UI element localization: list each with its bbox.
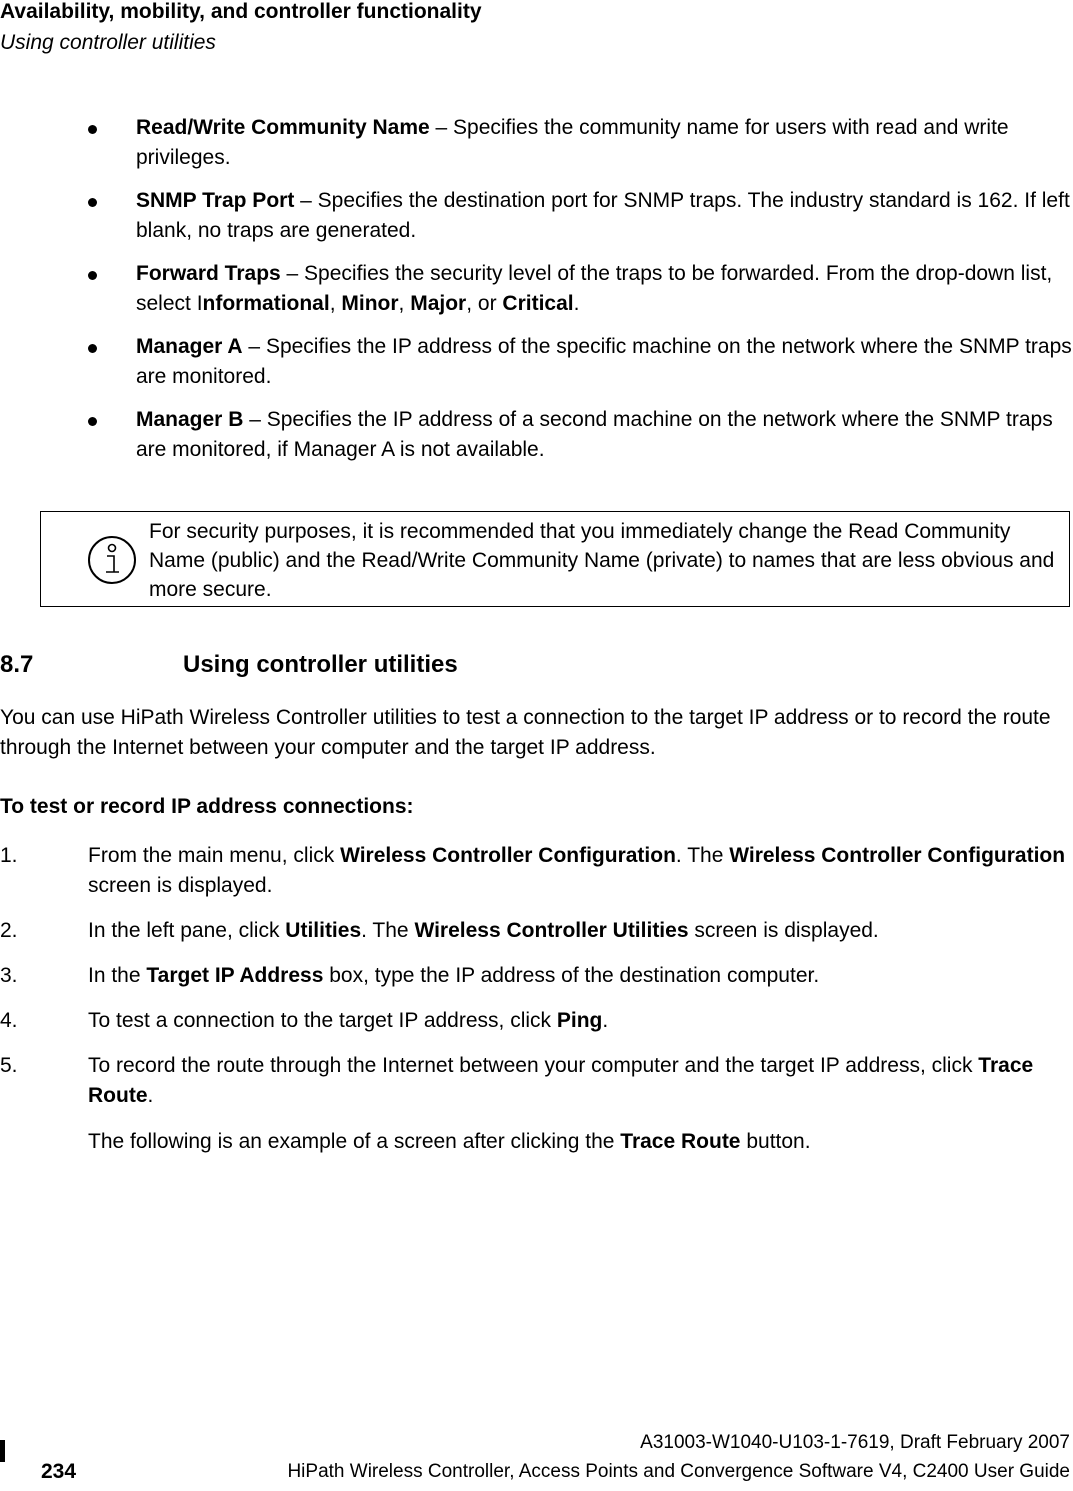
list-item — [0, 841, 1072, 901]
section-title: Using controller utilities — [183, 651, 458, 678]
note-text: For security purposes, it is recommended that you immediately change the Read Community Name (public) and the Read/Write Community Name (private) to names that are less obvious and more secure. — [149, 520, 1055, 601]
step-text: To record the route through the Internet between your computer and the target IP address, click — [88, 1054, 979, 1077]
running-header-subtitle: Using controller utilities — [0, 31, 216, 54]
ui-term: Utilities — [285, 919, 362, 942]
step-text: . — [147, 1084, 154, 1107]
separator: , — [398, 292, 411, 315]
paragraph-text: The following is an example of a screen after clicking the — [88, 1130, 621, 1153]
step-text: screen is displayed. — [88, 874, 273, 897]
option-critical: Critical — [502, 292, 574, 315]
step-text: screen is displayed. — [688, 919, 879, 942]
list-item — [88, 113, 1072, 173]
bullet-dot-icon — [88, 271, 97, 280]
footer-doc-title: HiPath Wireless Controller, Access Points and Convergence Software V4, C2400 User Guide — [287, 1461, 1070, 1482]
term-description: – Specifies the security level of the traps to be forwarded. From the drop-down list, select I — [136, 262, 1053, 315]
security-note-box — [40, 511, 1070, 607]
list-item — [88, 332, 1072, 392]
bullet-dot-icon — [88, 344, 97, 353]
step-text: In the left pane, click — [88, 919, 286, 942]
separator: , — [329, 292, 342, 315]
info-icon — [86, 534, 138, 586]
term-label: SNMP Trap Port — [136, 189, 295, 212]
ui-term: Trace Route — [88, 1054, 1034, 1107]
step-text: . The — [361, 919, 415, 942]
step-text: . — [602, 1009, 609, 1032]
procedure-steps — [0, 841, 1072, 1126]
list-item — [88, 259, 1072, 319]
list-item — [0, 1006, 1072, 1036]
section-intro: You can use HiPath Wireless Controller utilities to test a connection to the target IP address or to record the route through the Internet between your computer and the target IP address. — [0, 706, 1051, 759]
list-item — [0, 1051, 1072, 1111]
step-number: 4. — [0, 1009, 18, 1032]
ui-term: Wireless Controller Utilities — [414, 919, 689, 942]
option-major: Major — [410, 292, 467, 315]
term-description: – Specifies the community name for users with read and write privileges. — [136, 116, 1009, 169]
term-label: Read/Write Community Name — [136, 116, 430, 139]
step-text: In the — [88, 964, 147, 987]
bullet-dot-icon — [88, 198, 97, 207]
bullet-dot-icon — [88, 417, 97, 426]
page-number: 234 — [41, 1460, 77, 1483]
term-label: Forward Traps — [136, 262, 281, 285]
footer-doc-id: A31003-W1040-U103-1-7619, Draft February 2007 — [640, 1432, 1070, 1453]
ui-term: Target IP Address — [146, 964, 324, 987]
option-minor: Minor — [341, 292, 399, 315]
separator: , or — [466, 292, 503, 315]
list-item — [88, 405, 1072, 465]
list-item — [0, 961, 1072, 991]
step-number: 5. — [0, 1054, 18, 1077]
term-description: – Specifies the IP address of the specific machine on the network where the SNMP traps are monitored. — [136, 335, 1072, 388]
step-text: . The — [675, 844, 730, 867]
step-text: To test a connection to the target IP address, click — [88, 1009, 557, 1032]
list-item — [88, 186, 1072, 246]
option-informational: nformational — [202, 292, 330, 315]
step-number: 3. — [0, 964, 18, 987]
ui-term: Ping — [556, 1009, 603, 1032]
change-bar — [0, 1440, 5, 1462]
term-label: Manager B — [136, 408, 244, 431]
ui-term: Trace Route — [620, 1130, 741, 1153]
step-number: 2. — [0, 919, 18, 942]
after-steps-paragraph — [88, 1127, 1072, 1157]
ui-term: Wireless Controller Configuration — [340, 844, 676, 867]
field-description-list — [88, 113, 1072, 478]
term-description: – Specifies the IP address of a second machine on the network where the SNMP traps are monitored, if Manager A is not available. — [136, 408, 1053, 461]
term-label: Manager A — [136, 335, 243, 358]
step-text: box, type the IP address of the destination computer. — [323, 964, 820, 987]
section-number: 8.7 — [0, 651, 34, 678]
list-item — [0, 916, 1072, 946]
term-description: – Specifies the destination port for SNMP traps. The industry standard is 162. If left blank, no traps are generated. — [136, 189, 1070, 242]
procedure-title: To test or record IP address connections: — [0, 795, 414, 818]
sentence-end: . — [573, 292, 580, 315]
ui-term: Wireless Controller Configuration — [729, 844, 1066, 867]
paragraph-text: button. — [740, 1130, 811, 1153]
running-header-title: Availability, mobility, and controller functionality — [0, 0, 482, 23]
bullet-dot-icon — [88, 125, 97, 134]
step-number: 1. — [0, 844, 18, 867]
step-text: From the main menu, click — [88, 844, 341, 867]
